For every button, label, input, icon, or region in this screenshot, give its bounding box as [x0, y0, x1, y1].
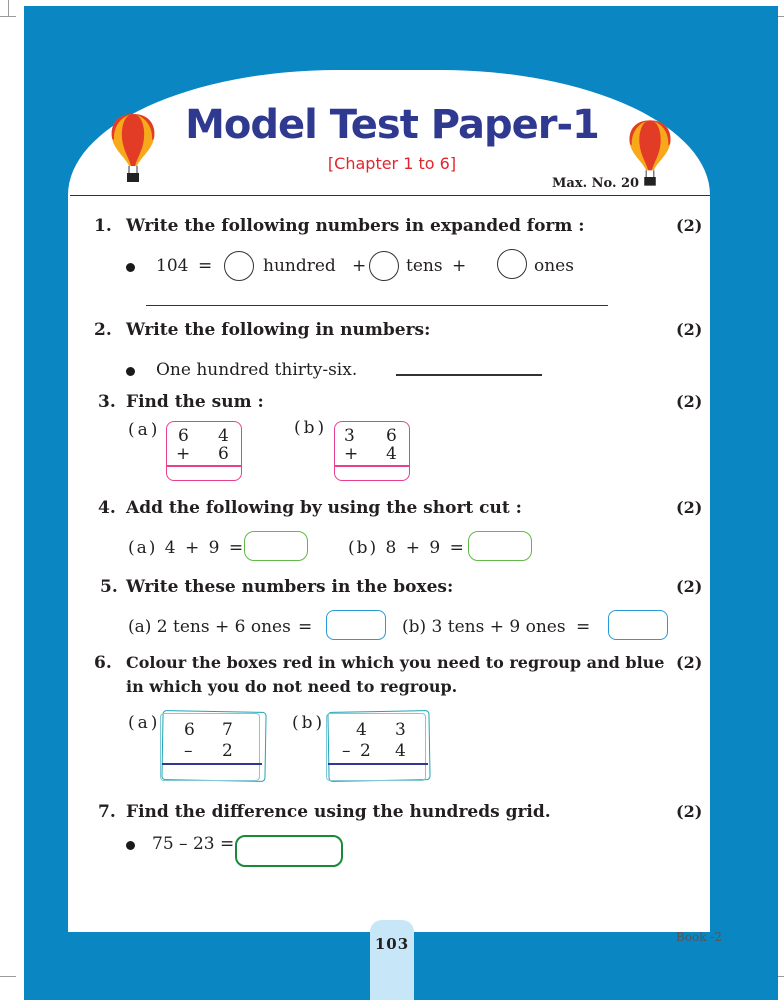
- part-label: (b): [294, 418, 328, 438]
- difference-expression: 75 – 23 =: [152, 834, 235, 854]
- question-marks: (2): [676, 498, 703, 517]
- sum-a: (a) 4 + 9 =: [128, 538, 246, 558]
- part-b-text: (b) 3 tens + 9 ones: [402, 617, 566, 637]
- hundreds-answer-circle[interactable]: [224, 251, 254, 281]
- question-number: 5.: [100, 577, 118, 597]
- question-text: Find the difference using the hundreds grid.: [126, 802, 551, 822]
- plus-sign: +: [344, 444, 359, 464]
- chapter-range: [Chapter 1 to 6]: [327, 154, 457, 173]
- question-text: Write the following numbers in expanded form :: [126, 216, 585, 236]
- part-label: (a): [128, 420, 161, 440]
- subtrahend-ones: 4: [395, 741, 406, 761]
- plus-sign: +: [352, 256, 367, 276]
- sum-line: [166, 465, 242, 467]
- ones-digit: 6: [386, 426, 397, 446]
- ones-digit: 7: [222, 720, 233, 740]
- answer-box[interactable]: [235, 835, 343, 867]
- page-title: Model Test Paper-1: [185, 102, 599, 148]
- answer-box-b[interactable]: [468, 531, 532, 561]
- ones-label: ones: [534, 256, 574, 276]
- crop-mark: [0, 976, 16, 977]
- question-number: 6.: [94, 653, 112, 673]
- question-number: 1.: [94, 216, 112, 236]
- number-value: 104: [156, 256, 189, 276]
- answer-line: [146, 305, 608, 306]
- addend-digit: 6: [218, 444, 229, 464]
- answer-line[interactable]: [396, 374, 542, 376]
- subtrahend-digit: 2: [222, 741, 233, 761]
- question-text-line-2: in which you do not need to regroup.: [126, 677, 458, 696]
- question-marks: (2): [676, 216, 703, 235]
- tens-digit: 3: [344, 426, 355, 446]
- question-marks: (2): [676, 577, 703, 596]
- bullet: [126, 841, 135, 850]
- tens-digit: 4: [356, 720, 367, 740]
- question-text: Find the sum :: [126, 392, 264, 412]
- question-marks: (2): [676, 320, 703, 339]
- part-label: (b): [292, 713, 326, 733]
- book-label: Book -2: [676, 930, 723, 944]
- question-text: Write these numbers in the boxes:: [126, 577, 454, 597]
- regroup-box-b-shadow: [326, 713, 426, 781]
- question-text: Write the following in numbers:: [126, 320, 431, 340]
- plus-sign: +: [452, 256, 467, 276]
- question-marks: (2): [676, 392, 703, 411]
- question-marks: (2): [676, 653, 703, 672]
- sum-line: [334, 465, 410, 467]
- regroup-box-a-shadow: [160, 713, 260, 781]
- sum-b: (b) 8 + 9 =: [348, 538, 466, 558]
- minus-sign: –: [342, 741, 351, 761]
- ones-digit: 3: [395, 720, 406, 740]
- answer-box-a[interactable]: [326, 610, 386, 640]
- question-number: 4.: [98, 498, 116, 518]
- difference-line: [162, 763, 262, 765]
- tens-label: tens: [406, 256, 443, 276]
- equals-sign: =: [576, 617, 591, 637]
- tens-digit: 6: [178, 426, 189, 446]
- minus-sign: –: [184, 741, 193, 761]
- equals-sign: =: [198, 256, 213, 276]
- question-text-line-1: Colour the boxes red in which you need to regroup and blue: [126, 653, 665, 672]
- hundred-label: hundred: [263, 256, 336, 276]
- bullet: [126, 263, 135, 272]
- part-a-text: (a) 2 tens + 6 ones: [128, 617, 291, 637]
- page-number: 103: [374, 935, 410, 953]
- difference-line: [328, 763, 428, 765]
- ones-digit: 4: [218, 426, 229, 446]
- tens-answer-circle[interactable]: [369, 251, 399, 281]
- subtrahend-tens: 2: [360, 741, 371, 761]
- answer-box-b[interactable]: [608, 610, 668, 640]
- tens-digit: 6: [184, 720, 195, 740]
- header-divider: [70, 195, 710, 196]
- question-number: 3.: [98, 392, 116, 412]
- bullet: [126, 367, 135, 376]
- equals-sign: =: [298, 617, 313, 637]
- question-marks: (2): [676, 802, 703, 821]
- max-marks: Max. No. 20: [552, 176, 640, 191]
- crop-mark: [0, 16, 16, 17]
- question-number: 7.: [98, 802, 116, 822]
- question-number: 2.: [94, 320, 112, 340]
- addend-digit: 4: [386, 444, 397, 464]
- ones-answer-circle[interactable]: [497, 249, 527, 279]
- part-label: (a): [128, 713, 161, 733]
- page-number-tab: [370, 920, 414, 1000]
- plus-sign: +: [176, 444, 191, 464]
- answer-box-a[interactable]: [244, 531, 308, 561]
- number-words: One hundred thirty-six.: [156, 360, 358, 380]
- crop-mark: [8, 0, 9, 16]
- question-text: Add the following by using the short cut :: [126, 498, 522, 518]
